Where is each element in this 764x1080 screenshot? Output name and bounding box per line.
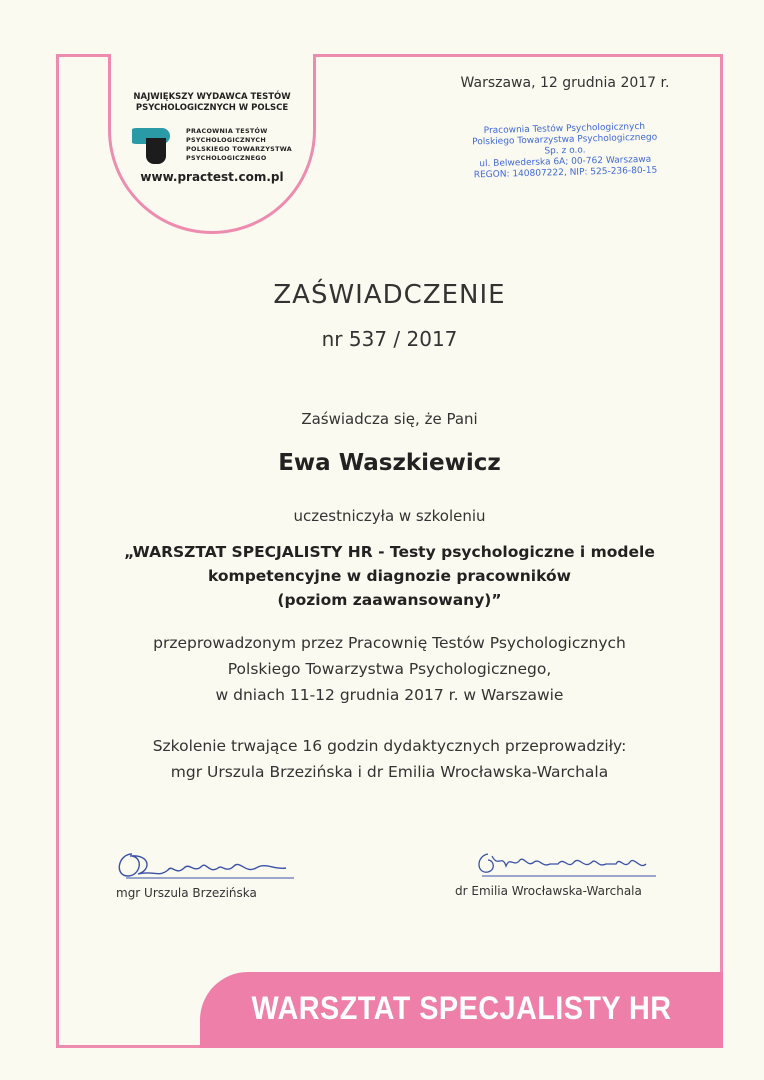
conducted-line3: w dniach 11-12 grudnia 2017 r. w Warszawie xyxy=(215,686,564,704)
logo-tagline xyxy=(120,92,304,114)
stamp-line3: Sp. z o.o. xyxy=(544,145,586,157)
course-title-line3: (poziom zaawansowany)” xyxy=(277,591,502,609)
company-stamp xyxy=(454,121,675,182)
logo-name-line4: PSYCHOLOGICZNEGO xyxy=(186,154,267,162)
stamp-line1: Pracownia Testów Psychologicznych xyxy=(483,121,646,137)
left-signature-image xyxy=(110,848,300,884)
logo-tagline-line1: NAJWIĘKSZY WYDAWCA TESTÓW xyxy=(133,92,291,102)
left-signatory-name: mgr Urszula Brzezińska xyxy=(116,886,257,900)
participation-text: uczestniczyła w szkoleniu xyxy=(293,507,486,525)
course-title xyxy=(56,540,723,612)
duration-line2: mgr Urszula Brzezińska i dr Emilia Wrocławska-Warchala xyxy=(170,763,609,781)
logo-tagline-line2: PSYCHOLOGICZNYCH W POLSCE xyxy=(135,103,289,113)
duration-text xyxy=(56,733,723,785)
stamp-line5: REGON: 140807222, NIP: 525-236-80-15 xyxy=(473,165,658,181)
stamp-line2: Polskiego Towarzystwa Psychologicznego xyxy=(472,132,658,148)
pt-logo-icon xyxy=(132,126,174,166)
logo-name xyxy=(186,127,306,163)
conducted-by-text xyxy=(56,630,723,708)
right-signatory-name: dr Emilia Wrocławska-Warchala xyxy=(455,884,642,898)
logo-name-line1: PRACOWNIA TESTÓW xyxy=(186,127,268,135)
right-signature-image xyxy=(470,846,665,882)
course-title-line2: kompetencyjne w diagnozie pracowników xyxy=(208,567,571,585)
logo-name-line2: PSYCHOLOGICZNYCH xyxy=(186,136,266,144)
duration-line1: Szkolenie trwające 16 godzin dydaktycznych przeprowadziły: xyxy=(152,737,627,755)
stamp-line4: ul. Belwederska 6A; 00-762 Warszawa xyxy=(479,154,652,170)
conducted-line1: przeprowadzonym przez Pracownię Testów Psychologicznych xyxy=(153,634,626,652)
logo-name-line3: POLSKIEGO TOWARZYSTWA xyxy=(186,145,293,153)
place-date: Warszawa, 12 grudnia 2017 r. xyxy=(460,75,670,91)
course-title-line1: „WARSZTAT SPECJALISTY HR - Testy psychologiczne i modele xyxy=(124,543,655,561)
certificate-title: ZAŚWIADCZENIE xyxy=(273,280,506,310)
logo-url: www.practest.com.pl xyxy=(140,170,284,184)
footer-banner-text: WARSZTAT SPECJALISTY HR xyxy=(251,990,672,1026)
certificate-number: nr 537 / 2017 xyxy=(321,327,458,351)
recipient-name: Ewa Waszkiewicz xyxy=(278,450,501,476)
certificate-intro: Zaświadcza się, że Pani xyxy=(301,410,478,428)
conducted-line2: Polskiego Towarzystwa Psychologicznego, xyxy=(227,660,552,678)
